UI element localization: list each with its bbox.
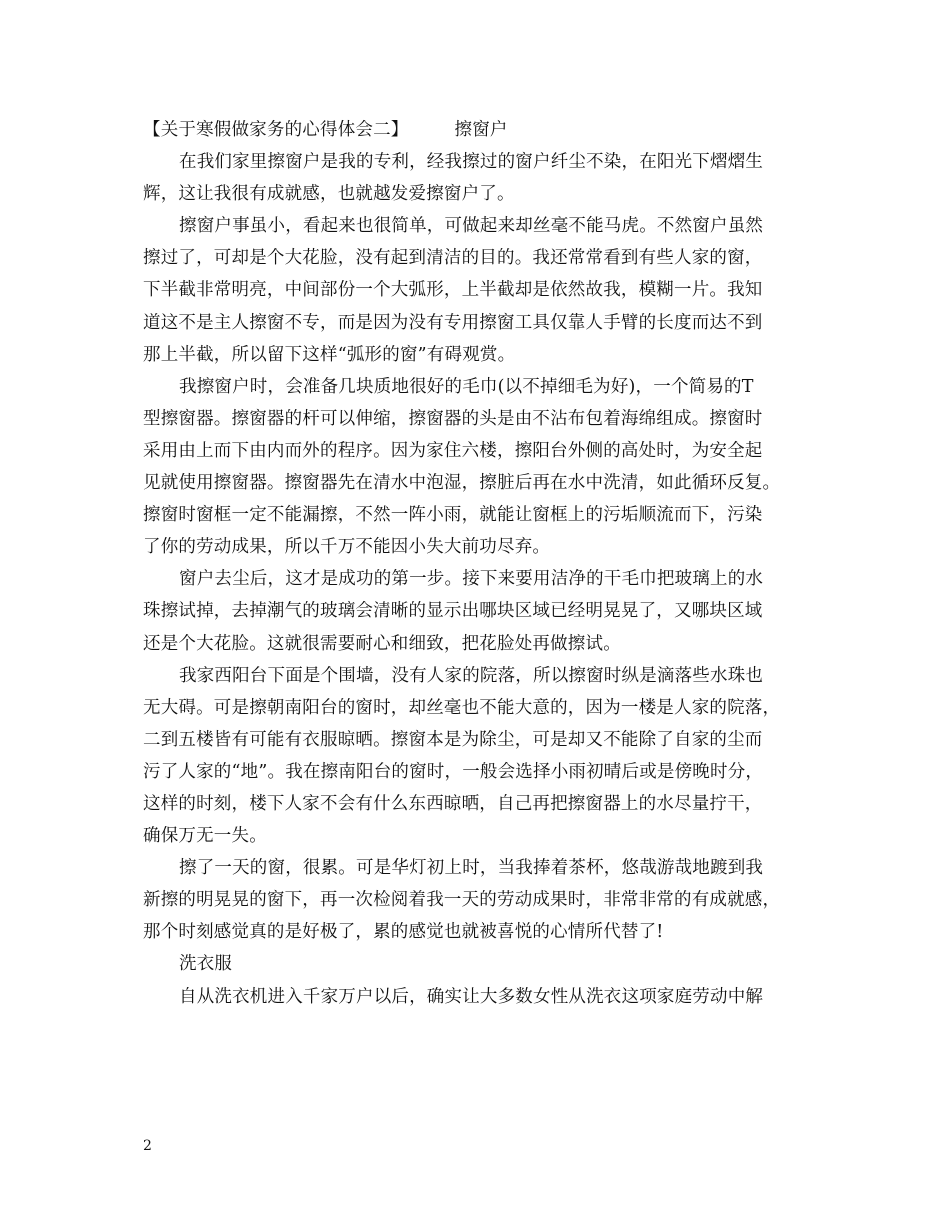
text-line: 确保万无一失。 bbox=[143, 826, 267, 847]
text-line: 见就使用擦窗器。擦窗器先在清水中泡湿，擦脏后再在水中洗清，如此循环反复。 bbox=[143, 473, 781, 494]
page-number: 2 bbox=[143, 1138, 152, 1154]
text-line: 擦窗户事虽小，看起来也很简单，可做起来却丝毫不能马虎。不然窗户虽然 bbox=[179, 216, 764, 237]
text-line: 还是个大花脸。这就很需要耐心和细致，把花脸处再做擦试。 bbox=[143, 633, 621, 654]
text-line: 二到五楼皆有可能有衣服晾晒。擦窗本是为除尘，可是却又不能除了自家的尘而 bbox=[143, 729, 763, 750]
text-line: 擦窗时窗框一定不能漏擦，不然一阵小雨，就能让窗框上的污垢顺流而下，污染 bbox=[143, 505, 763, 526]
text-line: 擦了一天的窗，很累。可是华灯初上时，当我捧着茶杯，悠哉游哉地踱到我 bbox=[179, 858, 764, 879]
text-line: 道这不是主人擦窗不专，而是因为没有专用擦窗工具仅靠人手臂的长度而达不到 bbox=[143, 312, 763, 333]
text-line: 了你的劳动成果，所以千万不能因小失大前功尽弃。 bbox=[143, 537, 551, 558]
text-line: 我家西阳台下面是个围墙，没有人家的院落，所以擦窗时纵是滴落些水珠也 bbox=[179, 665, 764, 686]
document-body bbox=[143, 114, 823, 1013]
document-title: 【关于寒假做家务的心得体会二】 bbox=[143, 120, 409, 140]
text-lines bbox=[143, 146, 823, 1013]
text-line: 采用由上而下由内而外的程序。因为家住六楼，擦阳台外侧的高处时，为安全起 bbox=[143, 440, 763, 461]
text-line: 型擦窗器。擦窗器的杆可以伸缩，擦窗器的头是由不沾布包着海绵组成。擦窗时 bbox=[143, 408, 763, 429]
section-title: 擦窗户 bbox=[454, 120, 508, 140]
text-line: 窗户去尘后，这才是成功的第一步。接下来要用洁净的干毛巾把玻璃上的水 bbox=[179, 569, 764, 590]
text-line: 下半截非常明亮，中间部份一个大弧形，上半截却是依然故我，模糊一片。我知 bbox=[143, 280, 763, 301]
text-line: 那个时刻感觉真的是好极了，累的感觉也就被喜悦的心情所代替了! bbox=[143, 922, 664, 943]
text-line: 洗衣服 bbox=[179, 954, 233, 975]
text-line: 污了人家的“地”。我在擦南阳台的窗时，一般会选择小雨初晴后或是傍晚时分， bbox=[143, 761, 764, 782]
text-line: 无大碍。可是擦朝南阳台的窗时，却丝毫也不能大意的，因为一楼是人家的院落， bbox=[143, 697, 781, 718]
text-line: 那上半截，所以留下这样“弧形的窗”有碍观赏。 bbox=[143, 344, 516, 365]
text-line: 在我们家里擦窗户是我的专利，经我擦过的窗户纤尘不染，在阳光下熠熠生 bbox=[179, 152, 764, 173]
text-line: 擦过了，可却是个大花脸，没有起到清洁的目的。我还常常看到有些人家的窗， bbox=[143, 248, 763, 269]
text-line: 珠擦试掉，去掉潮气的玻璃会清晰的显示出哪块区域已经明晃晃了，又哪块区域 bbox=[143, 601, 763, 622]
text-line: 自从洗衣机进入千家万户以后，确实让大多数女性从洗衣这项家庭劳动中解 bbox=[179, 986, 764, 1007]
text-line: 我擦窗户时，会准备几块质地很好的毛巾(以不掉细毛为好)，一个简易的T bbox=[179, 376, 754, 397]
text-line: 新擦的明晃晃的窗下，再一次检阅着我一天的劳动成果时，非常非常的有成就感， bbox=[143, 890, 781, 911]
text-line: 这样的时刻，楼下人家不会有什么东西晾晒，自己再把擦窗器上的水尽量拧干， bbox=[143, 793, 763, 814]
text-line: 辉，这让我很有成就感，也就越发爱擦窗户了。 bbox=[143, 184, 515, 205]
document-heading bbox=[143, 114, 823, 146]
